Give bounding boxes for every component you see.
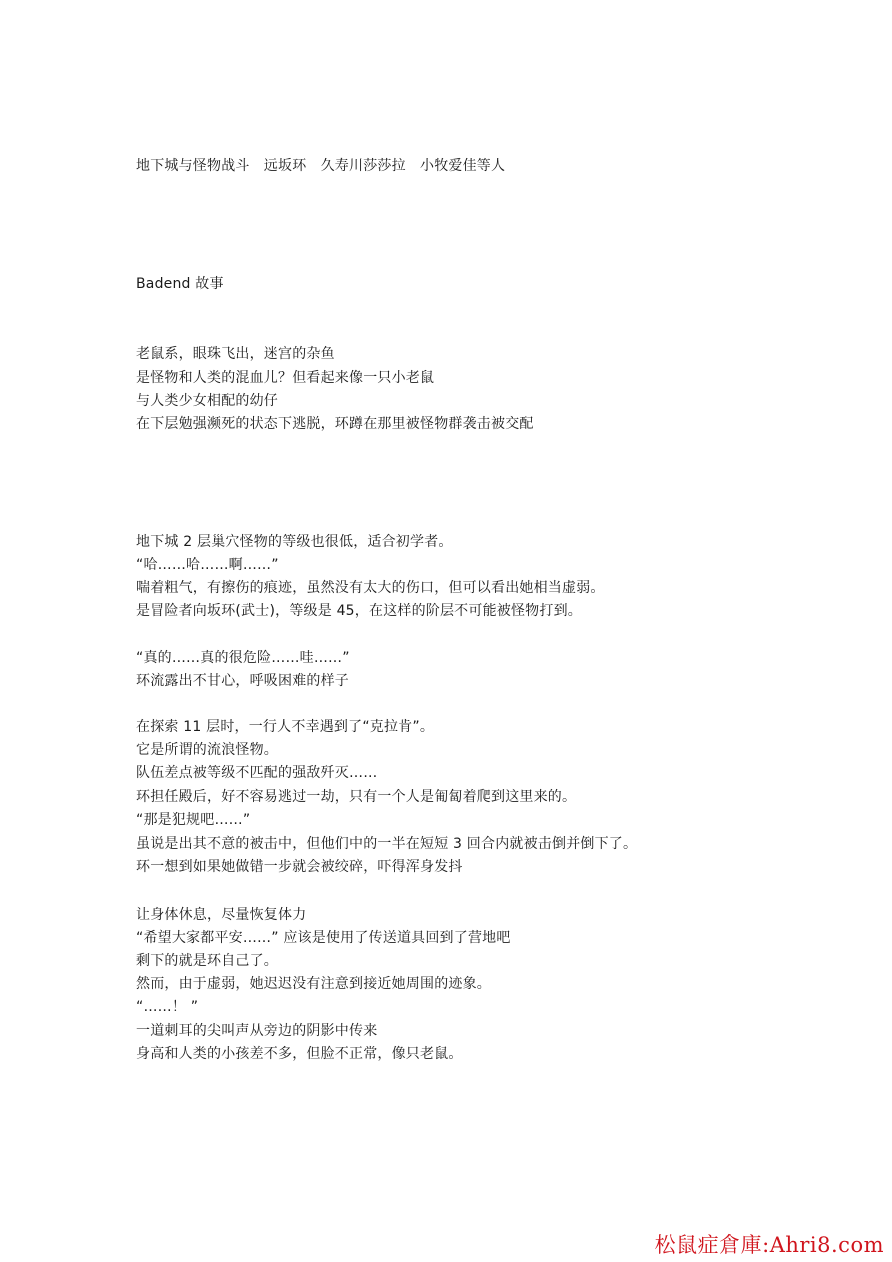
body-line: “那是犯规吧……” (136, 812, 251, 828)
intro-line: 在下层勉强濒死的状态下逃脱，环蹲在那里被怪物群袭击被交配 (136, 416, 534, 432)
body-line: 剩下的就是环自己了。 (136, 953, 278, 969)
body-line: “希望大家都平安……” 应该是使用了传送道具回到了营地吧 (136, 930, 511, 946)
body-line: 然而，由于虚弱，她迟迟没有注意到接近她周围的迹象。 (136, 976, 491, 992)
intro-line: 与人类少女相配的幼仔 (136, 393, 278, 409)
document-header: 地下城与怪物战斗 远坂环 久寿川莎莎拉 小牧爱佳等人 (136, 158, 506, 174)
intro-line: 老鼠系，眼珠飞出，迷宫的杂鱼 (136, 346, 335, 362)
body-line: 环一想到如果她做错一步就会被绞碎，吓得浑身发抖 (136, 859, 463, 875)
body-line: 地下城 2 层巢穴怪物的等级也很低，适合初学者。 (136, 534, 453, 550)
watermark-text: 松鼠症倉庫:Ahri8.com (654, 1233, 884, 1257)
body-line: “哈……哈……啊……” (136, 557, 279, 573)
body-line: “……！ ” (136, 999, 199, 1015)
body-line: “真的……真的很危险……哇……” (136, 650, 350, 666)
intro-line: 是怪物和人类的混血儿？但看起来像一只小老鼠 (136, 370, 435, 386)
body-line: 一道刺耳的尖叫声从旁边的阴影中传来 (136, 1023, 378, 1039)
body-line: 让身体休息，尽量恢复体力 (136, 907, 307, 923)
body-line: 在探索 11 层时，一行人不幸遇到了“克拉肯”。 (136, 719, 435, 735)
body-line: 是冒险者向坂环(武士)，等级是 45，在这样的阶层不可能被怪物打到。 (136, 603, 582, 619)
body-line: 虽说是出其不意的被击中，但他们中的一半在短短 3 回合内就被击倒并倒下了。 (136, 836, 638, 852)
body-line: 它是所谓的流浪怪物。 (136, 742, 278, 758)
body-line: 身高和人类的小孩差不多，但脸不正常，像只老鼠。 (136, 1046, 463, 1062)
body-line: 喘着粗气，有擦伤的痕迹，虽然没有太大的伤口，但可以看出她相当虚弱。 (136, 580, 605, 596)
body-line: 环担任殿后，好不容易逃过一劫，只有一个人是匍匐着爬到这里来的。 (136, 789, 577, 805)
document-subtitle: Badend 故事 (136, 276, 224, 292)
body-line: 队伍差点被等级不匹配的强敌歼灭…… (136, 765, 378, 781)
body-line: 环流露出不甘心，呼吸困难的样子 (136, 673, 349, 689)
